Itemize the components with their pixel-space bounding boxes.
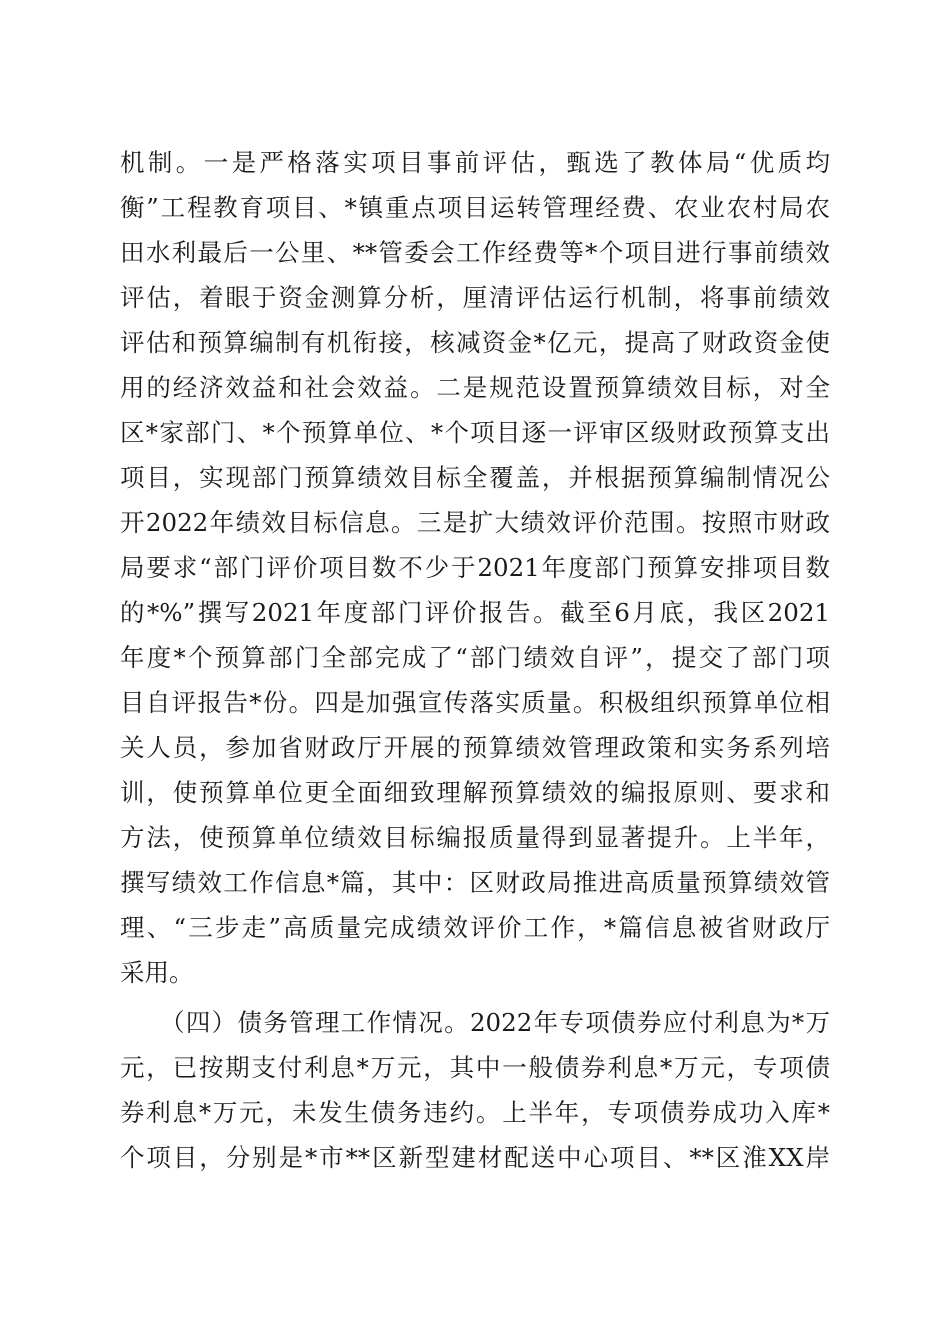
text-line: 撰写绩效工作信息*篇，其中：区财政局推进高质量预算绩效管 — [120, 868, 830, 897]
text-line: 田水利最后一公里、**管委会工作经费等*个项目进行事前绩效 — [120, 238, 830, 267]
text-line: 关人员，参加省财政厅开展的预算绩效管理政策和实务系列培 — [120, 733, 830, 762]
text-line: 券利息*万元，未发生债务违约。上半年，专项债券成功入库* — [120, 1098, 830, 1127]
text-line: 局要求“部门评价项目数不少于2021年度部门预算安排项目数 — [120, 553, 830, 582]
section-heading-line: （四）债务管理工作情况。2022年专项债券应付利息为*万 — [160, 1008, 830, 1037]
text-line: 衡”工程教育项目、*镇重点项目运转管理经费、农业农村局农 — [120, 193, 830, 222]
text-line: 目自评报告*份。四是加强宣传落实质量。积极组织预算单位相 — [120, 688, 830, 717]
text-line: 评估，着眼于资金测算分析，厘清评估运行机制，将事前绩效 — [120, 283, 830, 312]
text-line: 训，使预算单位更全面细致理解预算绩效的编报原则、要求和 — [120, 778, 830, 807]
text-line: 评估和预算编制有机衔接，核减资金*亿元，提高了财政资金使 — [120, 328, 830, 357]
text-line: 机制。一是严格落实项目事前评估，甄选了教体局“优质均 — [120, 148, 830, 177]
text-line: 年度*个预算部门全部完成了“部门绩效自评”，提交了部门项 — [120, 643, 830, 672]
text-line: 方法，使预算单位绩效目标编报质量得到显著提升。上半年， — [120, 823, 830, 852]
text-line: 元，已按期支付利息*万元，其中一般债券利息*万元，专项债 — [120, 1053, 830, 1082]
text-line: 区*家部门、*个预算单位、*个项目逐一评审区级财政预算支出 — [120, 418, 830, 447]
text-line: 采用。 — [120, 958, 194, 987]
text-line: 理、“三步走”高质量完成绩效评价工作，*篇信息被省财政厅 — [120, 913, 830, 942]
text-line: 的*%”撰写2021年度部门评价报告。截至6月底，我区2021 — [120, 598, 830, 627]
text-line: 开2022年绩效目标信息。三是扩大绩效评价范围。按照市财政 — [120, 508, 830, 537]
text-line: 个项目，分别是*市**区新型建材配送中心项目、**区淮XX岸 — [120, 1143, 830, 1172]
text-line: 用的经济效益和社会效益。二是规范设置预算绩效目标，对全 — [120, 373, 830, 402]
text-line: 项目，实现部门预算绩效目标全覆盖，并根据预算编制情况公 — [120, 463, 830, 492]
